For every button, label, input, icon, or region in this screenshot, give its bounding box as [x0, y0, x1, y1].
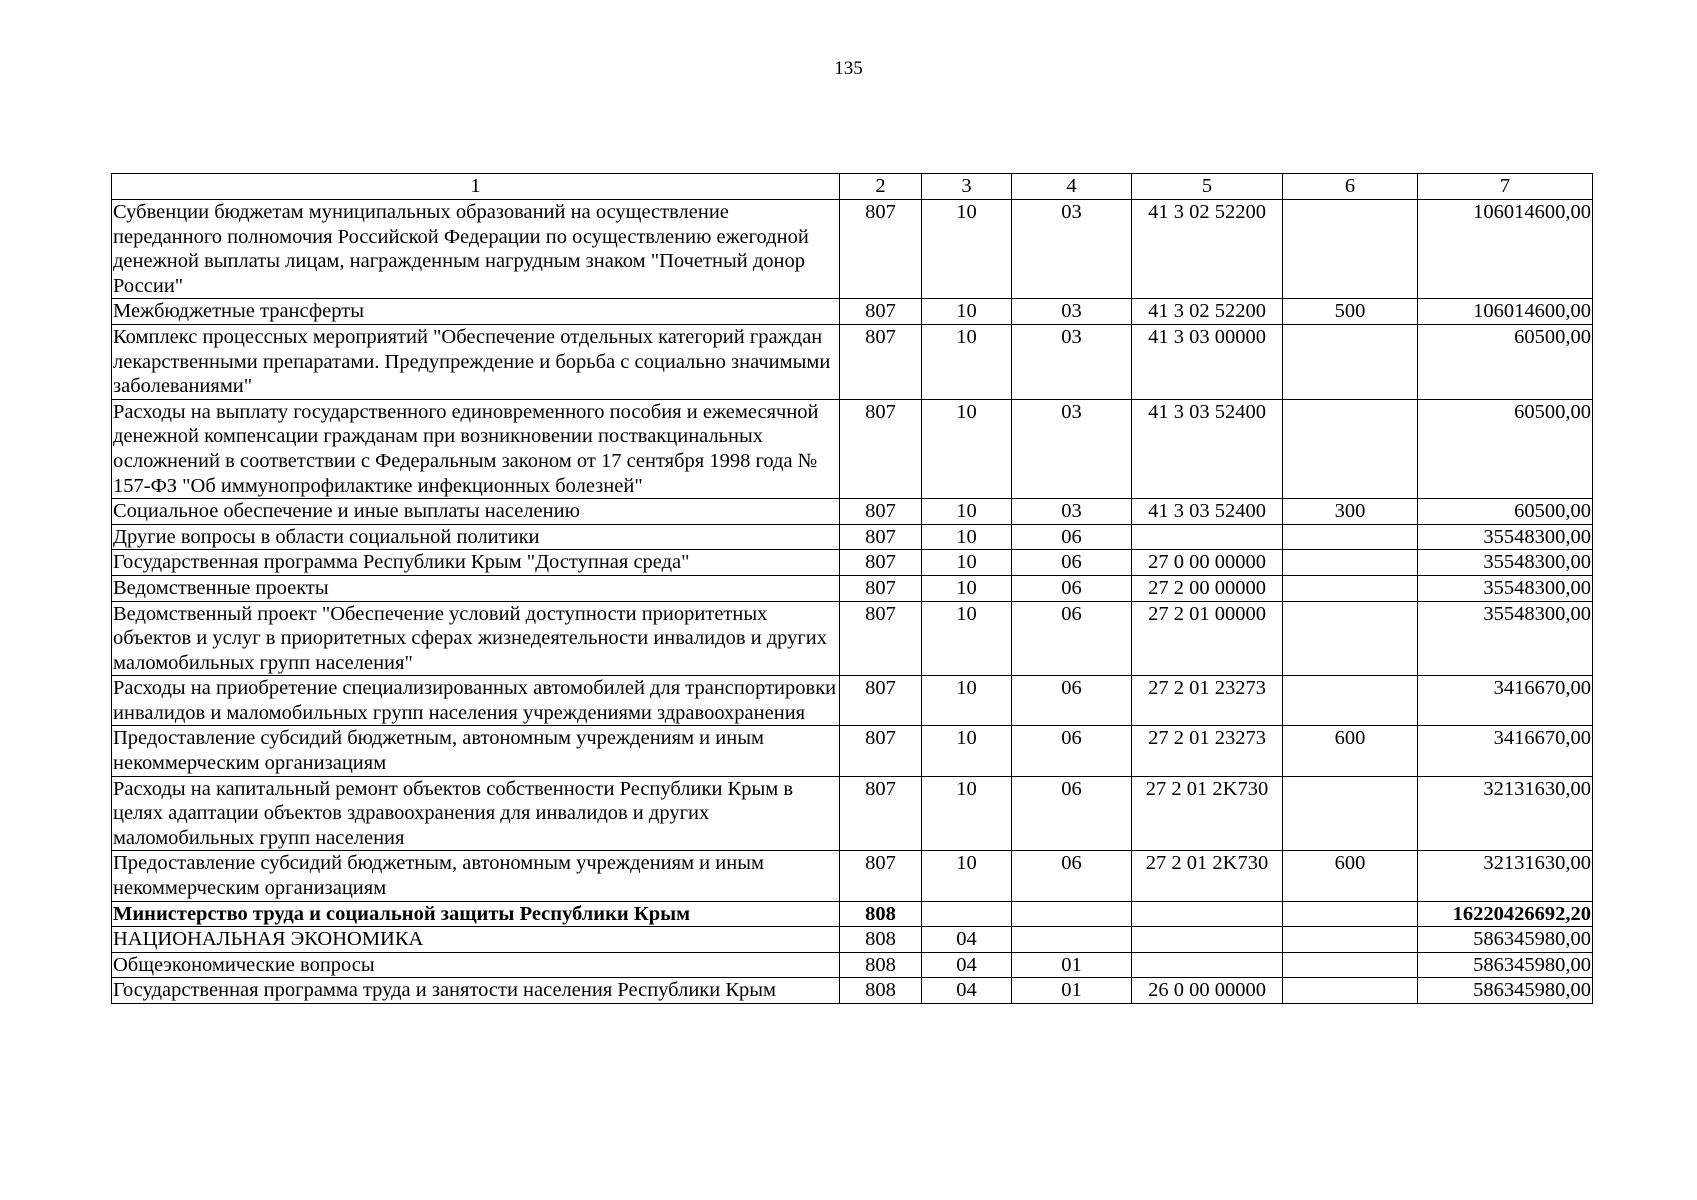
row-col3-cell: 10	[922, 851, 1012, 901]
row-name-cell: Комплекс процессных мероприятий "Обеспечение отдельных категорий граждан лекарственными препаратами. Предупреждение и борьба с социально значимыми заболеваниями"	[112, 324, 840, 399]
table-header-row	[112, 174, 1593, 200]
row-col3-cell: 04	[922, 952, 1012, 978]
row-col6-cell	[1283, 550, 1418, 576]
row-name-cell: Общеэкономические вопросы	[112, 952, 840, 978]
row-col5-cell: 41 3 02 52200	[1132, 200, 1283, 299]
table-row	[112, 524, 1593, 550]
table-row	[112, 575, 1593, 601]
row-name-cell: НАЦИОНАЛЬНАЯ ЭКОНОМИКА	[112, 927, 840, 953]
row-col5-cell: 27 0 00 00000	[1132, 550, 1283, 576]
row-amount-cell: 35548300,00	[1418, 550, 1593, 576]
row-amount-cell: 106014600,00	[1418, 200, 1593, 299]
row-col5-cell: 26 0 00 00000	[1132, 978, 1283, 1004]
row-amount-cell: 3416670,00	[1418, 726, 1593, 776]
row-col4-cell: 03	[1012, 499, 1132, 525]
row-col6-cell	[1283, 200, 1418, 299]
row-col4-cell: 01	[1012, 952, 1132, 978]
row-col6-cell	[1283, 927, 1418, 953]
row-col3-cell: 10	[922, 524, 1012, 550]
table-body	[112, 200, 1593, 1004]
row-col4-cell: 06	[1012, 601, 1132, 676]
row-col3-cell: 04	[922, 978, 1012, 1004]
row-col2-cell: 807	[840, 676, 922, 726]
row-col6-cell	[1283, 524, 1418, 550]
row-amount-cell: 35548300,00	[1418, 524, 1593, 550]
row-amount-cell: 60500,00	[1418, 324, 1593, 399]
table-row	[112, 550, 1593, 576]
row-col6-cell: 300	[1283, 499, 1418, 525]
row-col2-cell: 807	[840, 550, 922, 576]
row-col5-cell: 27 2 01 2K730	[1132, 776, 1283, 851]
header-col-3: 3	[922, 174, 1012, 200]
table-row	[112, 726, 1593, 776]
row-col3-cell: 10	[922, 499, 1012, 525]
row-col2-cell: 807	[840, 299, 922, 325]
row-col5-cell	[1132, 901, 1283, 927]
row-col2-cell: 808	[840, 927, 922, 953]
row-col4-cell: 03	[1012, 200, 1132, 299]
row-amount-cell: 60500,00	[1418, 499, 1593, 525]
row-col4-cell: 06	[1012, 776, 1132, 851]
row-col6-cell	[1283, 399, 1418, 498]
row-name-cell: Предоставление субсидий бюджетным, автономным учреждениям и иным некоммерческим организациям	[112, 726, 840, 776]
row-col2-cell: 807	[840, 726, 922, 776]
row-col2-cell: 807	[840, 851, 922, 901]
row-col4-cell: 06	[1012, 726, 1132, 776]
row-col6-cell	[1283, 575, 1418, 601]
row-name-cell: Расходы на приобретение специализированных автомобилей для транспортировки инвалидов и маломобильных групп населения учреждениями здравоохранения	[112, 676, 840, 726]
table-row	[112, 776, 1593, 851]
header-col-4: 4	[1012, 174, 1132, 200]
row-col5-cell: 41 3 03 00000	[1132, 324, 1283, 399]
row-name-cell: Государственная программа Республики Крым "Доступная среда"	[112, 550, 840, 576]
row-col2-cell: 807	[840, 575, 922, 601]
table-row	[112, 324, 1593, 399]
row-name-cell: Расходы на выплату государственного единовременного пособия и ежемесячной денежной компенсации гражданам при возникновении поствакцинальных осложнений в соответствии с Федеральным законом от 17 сентября 1998 года № 157-ФЗ "Об иммунопрофилактике инфекционных болезней"	[112, 399, 840, 498]
row-col2-cell: 807	[840, 200, 922, 299]
row-col6-cell	[1283, 952, 1418, 978]
row-col2-cell: 808	[840, 952, 922, 978]
row-col4-cell: 06	[1012, 524, 1132, 550]
table-row	[112, 200, 1593, 299]
row-col3-cell: 10	[922, 324, 1012, 399]
row-col5-cell	[1132, 524, 1283, 550]
header-col-6: 6	[1283, 174, 1418, 200]
row-col4-cell: 06	[1012, 851, 1132, 901]
row-amount-cell: 106014600,00	[1418, 299, 1593, 325]
row-col5-cell: 41 3 02 52200	[1132, 299, 1283, 325]
row-amount-cell: 35548300,00	[1418, 575, 1593, 601]
row-name-cell: Социальное обеспечение и иные выплаты населению	[112, 499, 840, 525]
row-col5-cell: 27 2 01 2K730	[1132, 851, 1283, 901]
page-number: 135	[834, 58, 863, 79]
row-col6-cell	[1283, 901, 1418, 927]
row-col4-cell: 01	[1012, 978, 1132, 1004]
row-col2-cell: 807	[840, 524, 922, 550]
table-row	[112, 299, 1593, 325]
table-row	[112, 901, 1593, 927]
row-col5-cell	[1132, 927, 1283, 953]
row-col2-cell: 807	[840, 399, 922, 498]
row-col2-cell: 808	[840, 978, 922, 1004]
row-amount-cell: 586345980,00	[1418, 952, 1593, 978]
row-col2-cell: 807	[840, 776, 922, 851]
row-name-cell: Другие вопросы в области социальной политики	[112, 524, 840, 550]
table-row	[112, 927, 1593, 953]
table-row	[112, 601, 1593, 676]
row-col6-cell	[1283, 978, 1418, 1004]
row-amount-cell: 35548300,00	[1418, 601, 1593, 676]
row-col3-cell: 10	[922, 601, 1012, 676]
row-amount-cell: 32131630,00	[1418, 776, 1593, 851]
row-name-cell: Государственная программа труда и занятости населения Республики Крым	[112, 978, 840, 1004]
row-col5-cell: 27 2 01 23273	[1132, 726, 1283, 776]
row-col3-cell: 10	[922, 299, 1012, 325]
table-row	[112, 499, 1593, 525]
budget-table	[111, 173, 1593, 1004]
row-col6-cell: 600	[1283, 726, 1418, 776]
header-col-7: 7	[1418, 174, 1593, 200]
row-col3-cell: 10	[922, 676, 1012, 726]
header-col-2: 2	[840, 174, 922, 200]
row-col6-cell	[1283, 776, 1418, 851]
row-name-cell: Предоставление субсидий бюджетным, автономным учреждениям и иным некоммерческим организациям	[112, 851, 840, 901]
row-col5-cell: 41 3 03 52400	[1132, 499, 1283, 525]
row-col4-cell	[1012, 901, 1132, 927]
row-col5-cell: 27 2 01 00000	[1132, 601, 1283, 676]
row-col6-cell	[1283, 676, 1418, 726]
row-col5-cell: 27 2 01 23273	[1132, 676, 1283, 726]
row-name-cell: Ведомственные проекты	[112, 575, 840, 601]
row-col6-cell	[1283, 324, 1418, 399]
row-col4-cell: 03	[1012, 324, 1132, 399]
row-name-cell: Ведомственный проект "Обеспечение условий доступности приоритетных объектов и услуг в приоритетных сферах жизнедеятельности инвалидов и других маломобильных групп населения"	[112, 601, 840, 676]
row-col3-cell: 04	[922, 927, 1012, 953]
row-col2-cell: 807	[840, 601, 922, 676]
row-col4-cell: 06	[1012, 575, 1132, 601]
row-amount-cell: 16220426692,20	[1418, 901, 1593, 927]
row-amount-cell: 586345980,00	[1418, 978, 1593, 1004]
row-col2-cell: 807	[840, 324, 922, 399]
table-row	[112, 851, 1593, 901]
row-col2-cell: 807	[840, 499, 922, 525]
header-col-5: 5	[1132, 174, 1283, 200]
row-name-cell: Расходы на капитальный ремонт объектов собственности Республики Крым в целях адаптации объектов здравоохранения для инвалидов и других маломобильных групп населения	[112, 776, 840, 851]
row-col4-cell: 03	[1012, 399, 1132, 498]
row-col6-cell: 600	[1283, 851, 1418, 901]
row-col4-cell: 06	[1012, 550, 1132, 576]
row-col4-cell	[1012, 927, 1132, 953]
header-col-1: 1	[112, 174, 840, 200]
row-col3-cell: 10	[922, 200, 1012, 299]
row-col3-cell	[922, 901, 1012, 927]
row-col5-cell	[1132, 952, 1283, 978]
row-name-cell: Межбюджетные трансферты	[112, 299, 840, 325]
row-col6-cell: 500	[1283, 299, 1418, 325]
row-col4-cell: 06	[1012, 676, 1132, 726]
row-col3-cell: 10	[922, 550, 1012, 576]
row-col6-cell	[1283, 601, 1418, 676]
row-amount-cell: 3416670,00	[1418, 676, 1593, 726]
table-row	[112, 399, 1593, 498]
table-row	[112, 978, 1593, 1004]
row-col5-cell: 27 2 00 00000	[1132, 575, 1283, 601]
table-row	[112, 676, 1593, 726]
row-col3-cell: 10	[922, 776, 1012, 851]
row-col2-cell: 808	[840, 901, 922, 927]
row-col4-cell: 03	[1012, 299, 1132, 325]
row-col3-cell: 10	[922, 575, 1012, 601]
row-col5-cell: 41 3 03 52400	[1132, 399, 1283, 498]
row-amount-cell: 60500,00	[1418, 399, 1593, 498]
row-name-cell: Субвенции бюджетам муниципальных образований на осуществление переданного полномочия Российской Федерации по осуществлению ежегодной денежной выплаты лицам, награжденным нагрудным знаком "Почетный донор России"	[112, 200, 840, 299]
row-col3-cell: 10	[922, 726, 1012, 776]
row-amount-cell: 32131630,00	[1418, 851, 1593, 901]
table-row	[112, 952, 1593, 978]
row-amount-cell: 586345980,00	[1418, 927, 1593, 953]
row-col3-cell: 10	[922, 399, 1012, 498]
row-name-cell: Министерство труда и социальной защиты Республики Крым	[112, 901, 840, 927]
